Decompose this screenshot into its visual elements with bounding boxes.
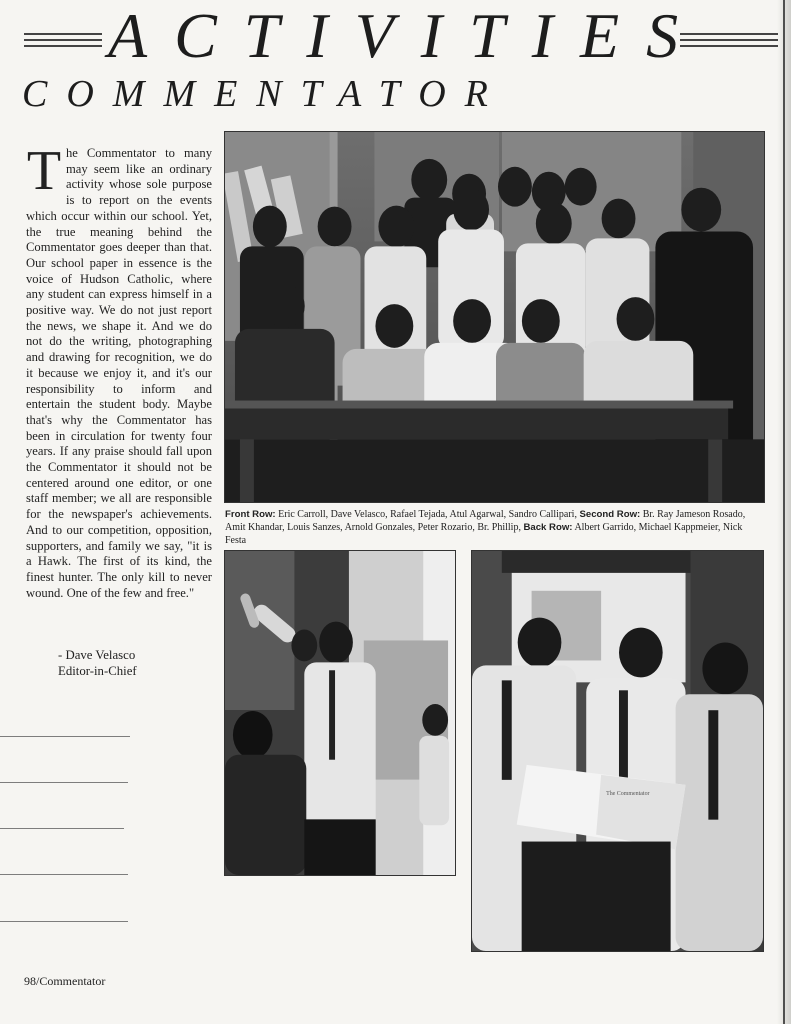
title-rule-left — [24, 33, 102, 47]
article-text: he Commentator to many may seem like an ordinary activity whose sole purpose is to report on the events which occur within our school. Yet, the true meaning behind the Commentator goes deeper than that. Our school paper in essence is the voice of Hudson Catholic, where any student can express himself in a positive way. We do not just report the news, we shape it. And we do not do the writing, photographing and drawing for recognition, we do it because we enjoy it, and it's our responsibility to inform and entertain the student body. Maybe that's why the Commentator has been in circulation for twenty four years. If any praise should fall upon the Commentator it should not be centered around one editor, or one staff member; we all are responsible for the newspaper's achievements. And to our competition, opposition, supporters, and family we say, "it is a Hawk. The first of its kind, the finest hunter. The only kill to never wound. One of the few and free." — [26, 146, 212, 600]
article-body — [26, 140, 212, 601]
newspaper-reading-photo — [471, 550, 764, 952]
celebration-photo-image — [225, 551, 455, 875]
celebration-photo — [224, 550, 456, 876]
group-photo — [224, 131, 765, 503]
caption-second-label: Second Row: — [579, 509, 641, 520]
author-name: - Dave Velasco — [58, 648, 136, 662]
newspaper-reading-photo-image — [472, 551, 763, 951]
drop-cap: T — [26, 140, 62, 202]
page-binding-line — [783, 0, 785, 1024]
newspaper-masthead: The Commentator — [606, 790, 650, 797]
caption-back-label: Back Row: — [523, 522, 573, 533]
page-folio: 98/Commentator — [24, 974, 106, 988]
author-title: Editor-in-Chief — [58, 664, 137, 678]
caption-back-names: Albert Garrido, Michael Kappmeier, Nick Festa — [225, 522, 743, 546]
side-rule — [0, 782, 128, 783]
title-rule-right — [680, 33, 778, 47]
section-title: ACTIVITIES — [108, 0, 706, 71]
group-photo-image — [225, 132, 764, 502]
caption-front-names: Eric Carroll, Dave Velasco, Rafael Tejada, Atul Agarwal, Sandro Callipari, — [278, 509, 577, 520]
caption-second-names: Br. Ray Jameson Rosado, Amit Khandar, Louis Sanzes, Arnold Gonzales, Peter Rozario, Br. Phillip, — [225, 509, 746, 533]
article-signoff — [58, 647, 137, 679]
page-subtitle: COMMENTATOR — [22, 73, 507, 115]
side-rule — [0, 921, 128, 922]
group-photo-caption — [225, 508, 765, 547]
side-rule — [0, 736, 130, 737]
caption-front-label: Front Row: — [225, 509, 276, 520]
side-rule — [0, 828, 124, 829]
side-rule — [0, 874, 128, 875]
